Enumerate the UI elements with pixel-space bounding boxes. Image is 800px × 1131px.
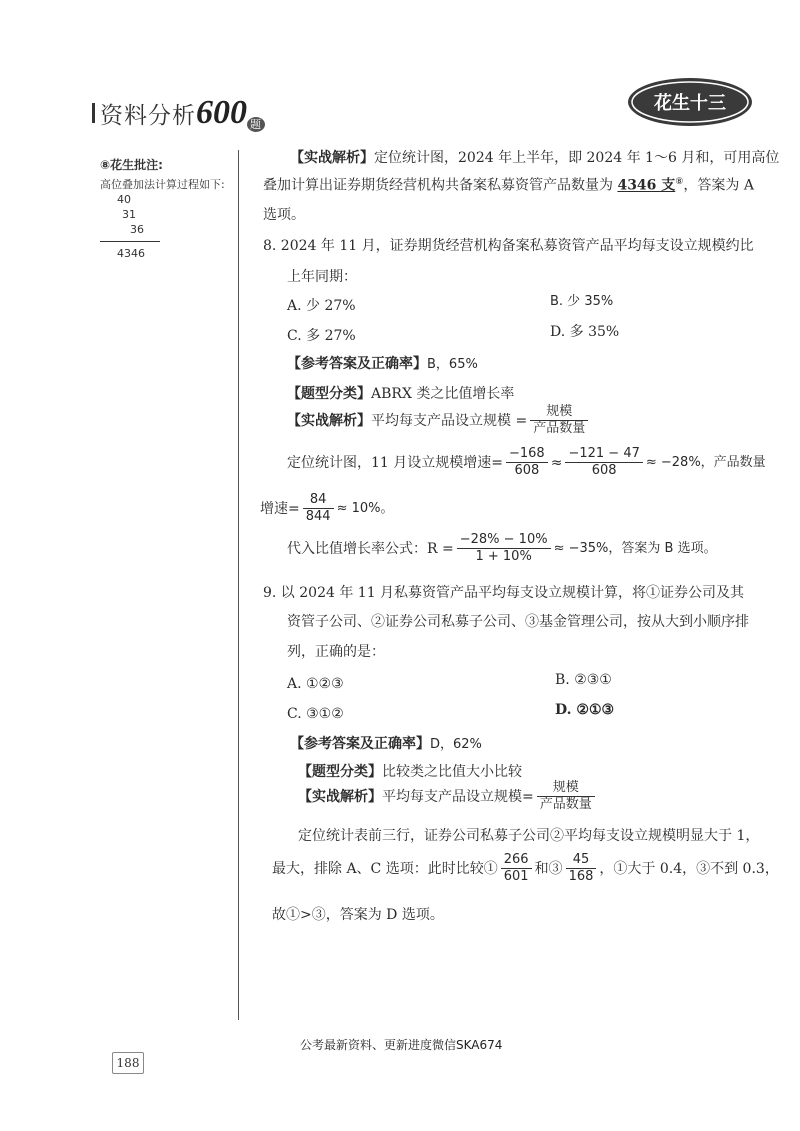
sidebar-note — [100, 156, 225, 261]
q8-type: 【题型分类】ABRX 类之比值增长率 — [287, 386, 515, 402]
q8-stem-line1: 8. 2024 年 11 月，证券期货经营机构备案私募资管产品平均每支设立规模约比 — [263, 238, 754, 254]
fraction: $\frac{-168}{608}$ — [506, 446, 548, 479]
q8-answer: 【参考答案及正确率】B，65% — [287, 356, 478, 372]
q8-calc-line2: 增速= $\frac{84}{844}$ ≈ 10%。 — [260, 492, 394, 524]
note-line: 31 — [122, 208, 136, 221]
note-ref: ⑧ — [675, 177, 684, 187]
formula-fraction: $\frac{\text{规模}}{\text{产品数量}}$ — [537, 780, 595, 813]
prev-analysis-line2: 叠加计算出证券期货经营机构共备案私募资管产品数量为 4346 支⑧，答案为 A — [263, 177, 754, 194]
footer-text: 公考最新资料、更新进度微信SKA674 — [300, 1038, 503, 1052]
q8-calc-line3: 代入比值增长率公式：R = $\frac{-28\% - 10\%}{1 + 10\%}$ ≈ −35%，答案为 B 选项。 — [287, 532, 717, 564]
note-total: 4346 — [117, 247, 145, 260]
fraction: $\frac{84}{844}$ — [303, 492, 334, 525]
q8-option-c: C. 多 27% — [287, 328, 356, 344]
formula-fraction: $\frac{\text{规模}}{\text{产品数量}}$ — [530, 404, 588, 437]
q8-analysis: 【实战解析】 平均每支产品设立规模 = $\frac{\text{规模}}{\text{产品数量}}$ — [287, 404, 591, 437]
q9-option-c: C. ③①② — [287, 706, 344, 722]
q9-stem-line1: 9. 以 2024 年 11 月私募资管产品平均每支设立规模计算，将①证券公司及其 — [263, 585, 745, 601]
q9-type: 【题型分类】比较类之比值大小比较 — [298, 764, 522, 780]
q8-stem-line2: 上年同期： — [287, 269, 357, 285]
book-suffix: 题 — [247, 117, 265, 132]
answer-value: 4346 支 — [617, 177, 676, 194]
q9-analysis: 【实战解析】 平均每支产品设立规模= $\frac{\text{规模}}{\text{产品数量}}$ — [298, 780, 598, 813]
q9-option-a: A. ①②③ — [287, 676, 344, 692]
book-title: 资料分析600 题 — [92, 94, 265, 132]
fraction: $\frac{45}{168}$ — [566, 852, 597, 885]
q9-stem-line2: 资管子公司、②证券公司私募子公司、③基金管理公司，按从大到小顺序排 — [287, 614, 749, 630]
q9-calc-line2: 最大，排除 A、C 选项：此时比较① $\frac{266}{601}$ 和③ $\frac{45}{168}$ ，①大于 0.4，③不到 0.3， — [272, 852, 779, 884]
q8-option-b: B. 少 35% — [550, 294, 614, 309]
q9-option-d: D. ②①③ — [555, 702, 615, 718]
q9-stem-line3: 列，正确的是： — [287, 644, 385, 660]
q8-option-d: D. 多 35% — [550, 324, 620, 340]
prev-analysis-line3: 选项。 — [263, 207, 305, 223]
q9-calc-line1: 定位统计表前三行，证券公司私募子公司②平均每支设立规模明显大于 1， — [298, 828, 760, 844]
book-number: 600 — [196, 94, 247, 131]
q9-option-b: B. ②③① — [555, 672, 612, 688]
note-line: 40 — [117, 193, 131, 206]
note-line: 36 — [130, 223, 144, 236]
q9-calc-line3: 故①>③，答案为 D 选项。 — [272, 907, 444, 923]
fraction: $\frac{266}{601}$ — [501, 852, 532, 885]
q8-calc-line1: 定位统计图，11 月设立规模增速= $\frac{-168}{608}$ ≈ $\frac{-121 - 47}{608}$ ≈ −28%，产品数量 — [287, 446, 766, 478]
logo-text: 花生十三 — [654, 93, 726, 114]
note-title: ⑧花生批注: — [100, 158, 163, 172]
brand-logo — [626, 72, 754, 128]
page-number: 188 — [112, 1052, 144, 1074]
note-desc: 高位叠加法计算过程如下: — [100, 178, 225, 191]
q8-option-a: A. 少 27% — [287, 298, 356, 314]
margin-rule — [238, 150, 239, 1020]
note-divider — [100, 241, 160, 242]
fraction: $\frac{-28\% - 10\%}{1 + 10\%}$ — [457, 532, 551, 565]
fraction: $\frac{-121 - 47}{608}$ — [565, 446, 642, 479]
q9-answer: 【参考答案及正确率】D，62% — [290, 736, 482, 752]
prev-analysis-line1: 【实战解析】定位统计图，2024 年上半年，即 2024 年 1～6 月和，可用高位 — [290, 150, 780, 166]
